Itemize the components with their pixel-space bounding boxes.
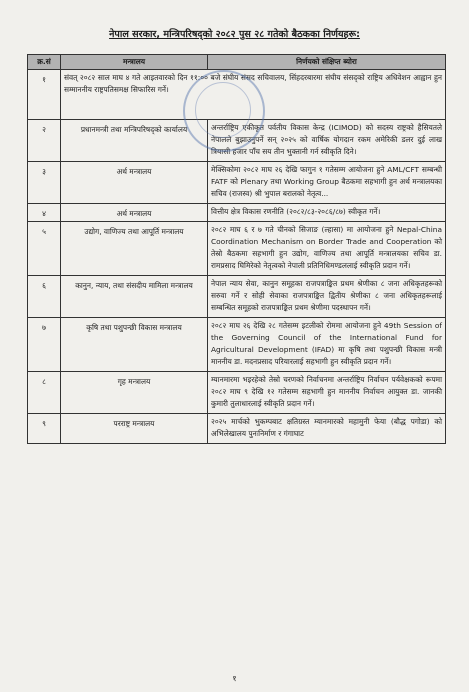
header-ministry: मन्त्रालय xyxy=(61,55,208,70)
page-number: १ xyxy=(232,674,237,683)
row-decision: संवत् २०८२ साल माघ ४ गते आइतवारको दिन ११:०० बजे संघीय संसद सचिवालय, सिंहदरबारमा संघीय संसद्को राष्ट्रिय अधिवेशन आह्वान हुन सम्माननीय राष्ट्रपतिसमक्ष सिफारिस गर्ने। xyxy=(61,70,446,120)
row-decision: २०८२ माघ २६ देखि २८ गतेसम्म इटलीको रोममा आयोजना हुने 49th Session of the Governing Council of the International Fund for Agricultural Development (IFAD) मा कृषि तथा पशुपन्छी विकास मन्त्री माननीय डा. मदनप्रसाद परियारलाई सहभागी हुन स्वीकृति प्रदान गर्ने। xyxy=(208,318,446,372)
row-decision: म्यानमारमा भइरहेको तेस्रो चरणको निर्वाचनमा अन्तर्राष्ट्रिय निर्वाचन पर्यवेक्षकको रूपमा २०८२ माघ ९ देखि १२ गतेसम्म सहभागी हुन माननीय निर्वाचन आयुक्त डा. जानकी कुमारी तुलाधारलाई स्वीकृति प्रदान गर्ने। xyxy=(208,372,446,414)
page-title: नेपाल सरकार, मन्त्रिपरिषद्को २०८२ पुस २८ गतेको बैठकका निर्णयहरू: xyxy=(109,29,360,40)
row-ministry: अर्थ मन्त्रालय xyxy=(61,162,208,204)
row-decision: २०२५ मार्चको भुकम्पबाट क्षतिग्रस्त म्यानमारको महामुनी फेया (बौद्ध पगोडा) को अभिलेखालय पुनःनिर्माण र गंगाघाट xyxy=(208,414,446,444)
row-serial: ७ xyxy=(28,318,61,372)
row-ministry: प्रधानमन्त्री तथा मन्त्रिपरिषद्को कार्यालय xyxy=(61,120,208,162)
table-row xyxy=(28,204,446,222)
row-decision: अन्तर्राष्ट्रिय एकीकृत पर्वतीय विकास केन्द्र (ICIMOD) को सदस्य राष्ट्रको हैसियतले नेपालले बुझाउनुपर्ने सन् २०२५ को वार्षिक योगदान रकम अमेरिकी डलर दुई लाख त्रियासी हजार पाँच सय तीन भुक्तानी गर्न स्वीकृति दिने। xyxy=(208,120,446,162)
table-row xyxy=(28,414,446,444)
row-decision: मेक्सिकोमा २०८२ माघ २६ देखि फागुन १ गतेसम्म आयोजना हुने AML/CFT सम्बन्धी FATF को Plenary तथा Working Group बैठकमा सहभागी हुन अर्थ मन्त्रालयका सचिव (राजस्व) श्री भुपाल बरालको नेतृत्व... xyxy=(208,162,446,204)
table-row xyxy=(28,120,446,162)
row-ministry: कानुन, न्याय, तथा संसदीय मामिला मन्त्रालय xyxy=(61,276,208,318)
table-row xyxy=(28,372,446,414)
row-serial: ५ xyxy=(28,222,61,276)
table-row xyxy=(28,276,446,318)
row-ministry: गृह मन्त्रालय xyxy=(61,372,208,414)
header-decision: निर्णयको संक्षिप्त ब्योरा xyxy=(208,55,446,70)
row-serial: ४ xyxy=(28,204,61,222)
row-ministry: कृषि तथा पशुपन्छी विकास मन्त्रालय xyxy=(61,318,208,372)
row-ministry: परराष्ट्र मन्त्रालय xyxy=(61,414,208,444)
table-row xyxy=(28,318,446,372)
header-serial: क्र.सं xyxy=(28,55,61,70)
row-serial: ६ xyxy=(28,276,61,318)
table-row xyxy=(28,222,446,276)
decisions-table xyxy=(27,54,446,444)
row-serial: २ xyxy=(28,120,61,162)
row-serial: ८ xyxy=(28,372,61,414)
row-ministry: उद्योग, वाणिज्य तथा आपूर्ति मन्त्रालय xyxy=(61,222,208,276)
table-header-row xyxy=(28,55,446,70)
row-decision: वित्तीय क्षेत्र विकास रणनीति (२०८२/८३-२०८६/८७) स्वीकृत गर्ने। xyxy=(208,204,446,222)
row-decision: नेपाल न्याय सेवा, कानुन समूहका राजपत्राङ्कित प्रथम श्रेणीका ८ जना अधिकृतहरूको सरुवा गर्ने र सोही सेवाका राजपत्राङ्कित द्वितीय श्रेणीका ८ जना अधिकृतहरूलाई सम्बन्धित समूहको राजपत्राङ्कित प्रथम श्रेणीमा पदस्थापन गर्ने। xyxy=(208,276,446,318)
table-row xyxy=(28,162,446,204)
table-row xyxy=(28,70,446,120)
row-serial: ३ xyxy=(28,162,61,204)
row-serial: १ xyxy=(28,70,61,120)
row-decision: २०८२ माघ ६ र ७ गते चीनको सिजाङ (ल्हासा) मा आयोजना हुने Nepal-China Coordination Mechanism on Border Trade and Cooperation को तेस्रो बैठकमा सहभागी हुन उद्योग, वाणिज्य तथा आपूर्ति मन्त्रालयका सचिव डा. रामप्रसाद घिमिरेको नेतृत्वको नेपाली प्रतिनिधिमण्डललाई स्वीकृति प्रदान गर्ने। xyxy=(208,222,446,276)
row-serial: ९ xyxy=(28,414,61,444)
row-ministry: अर्थ मन्त्रालय xyxy=(61,204,208,222)
